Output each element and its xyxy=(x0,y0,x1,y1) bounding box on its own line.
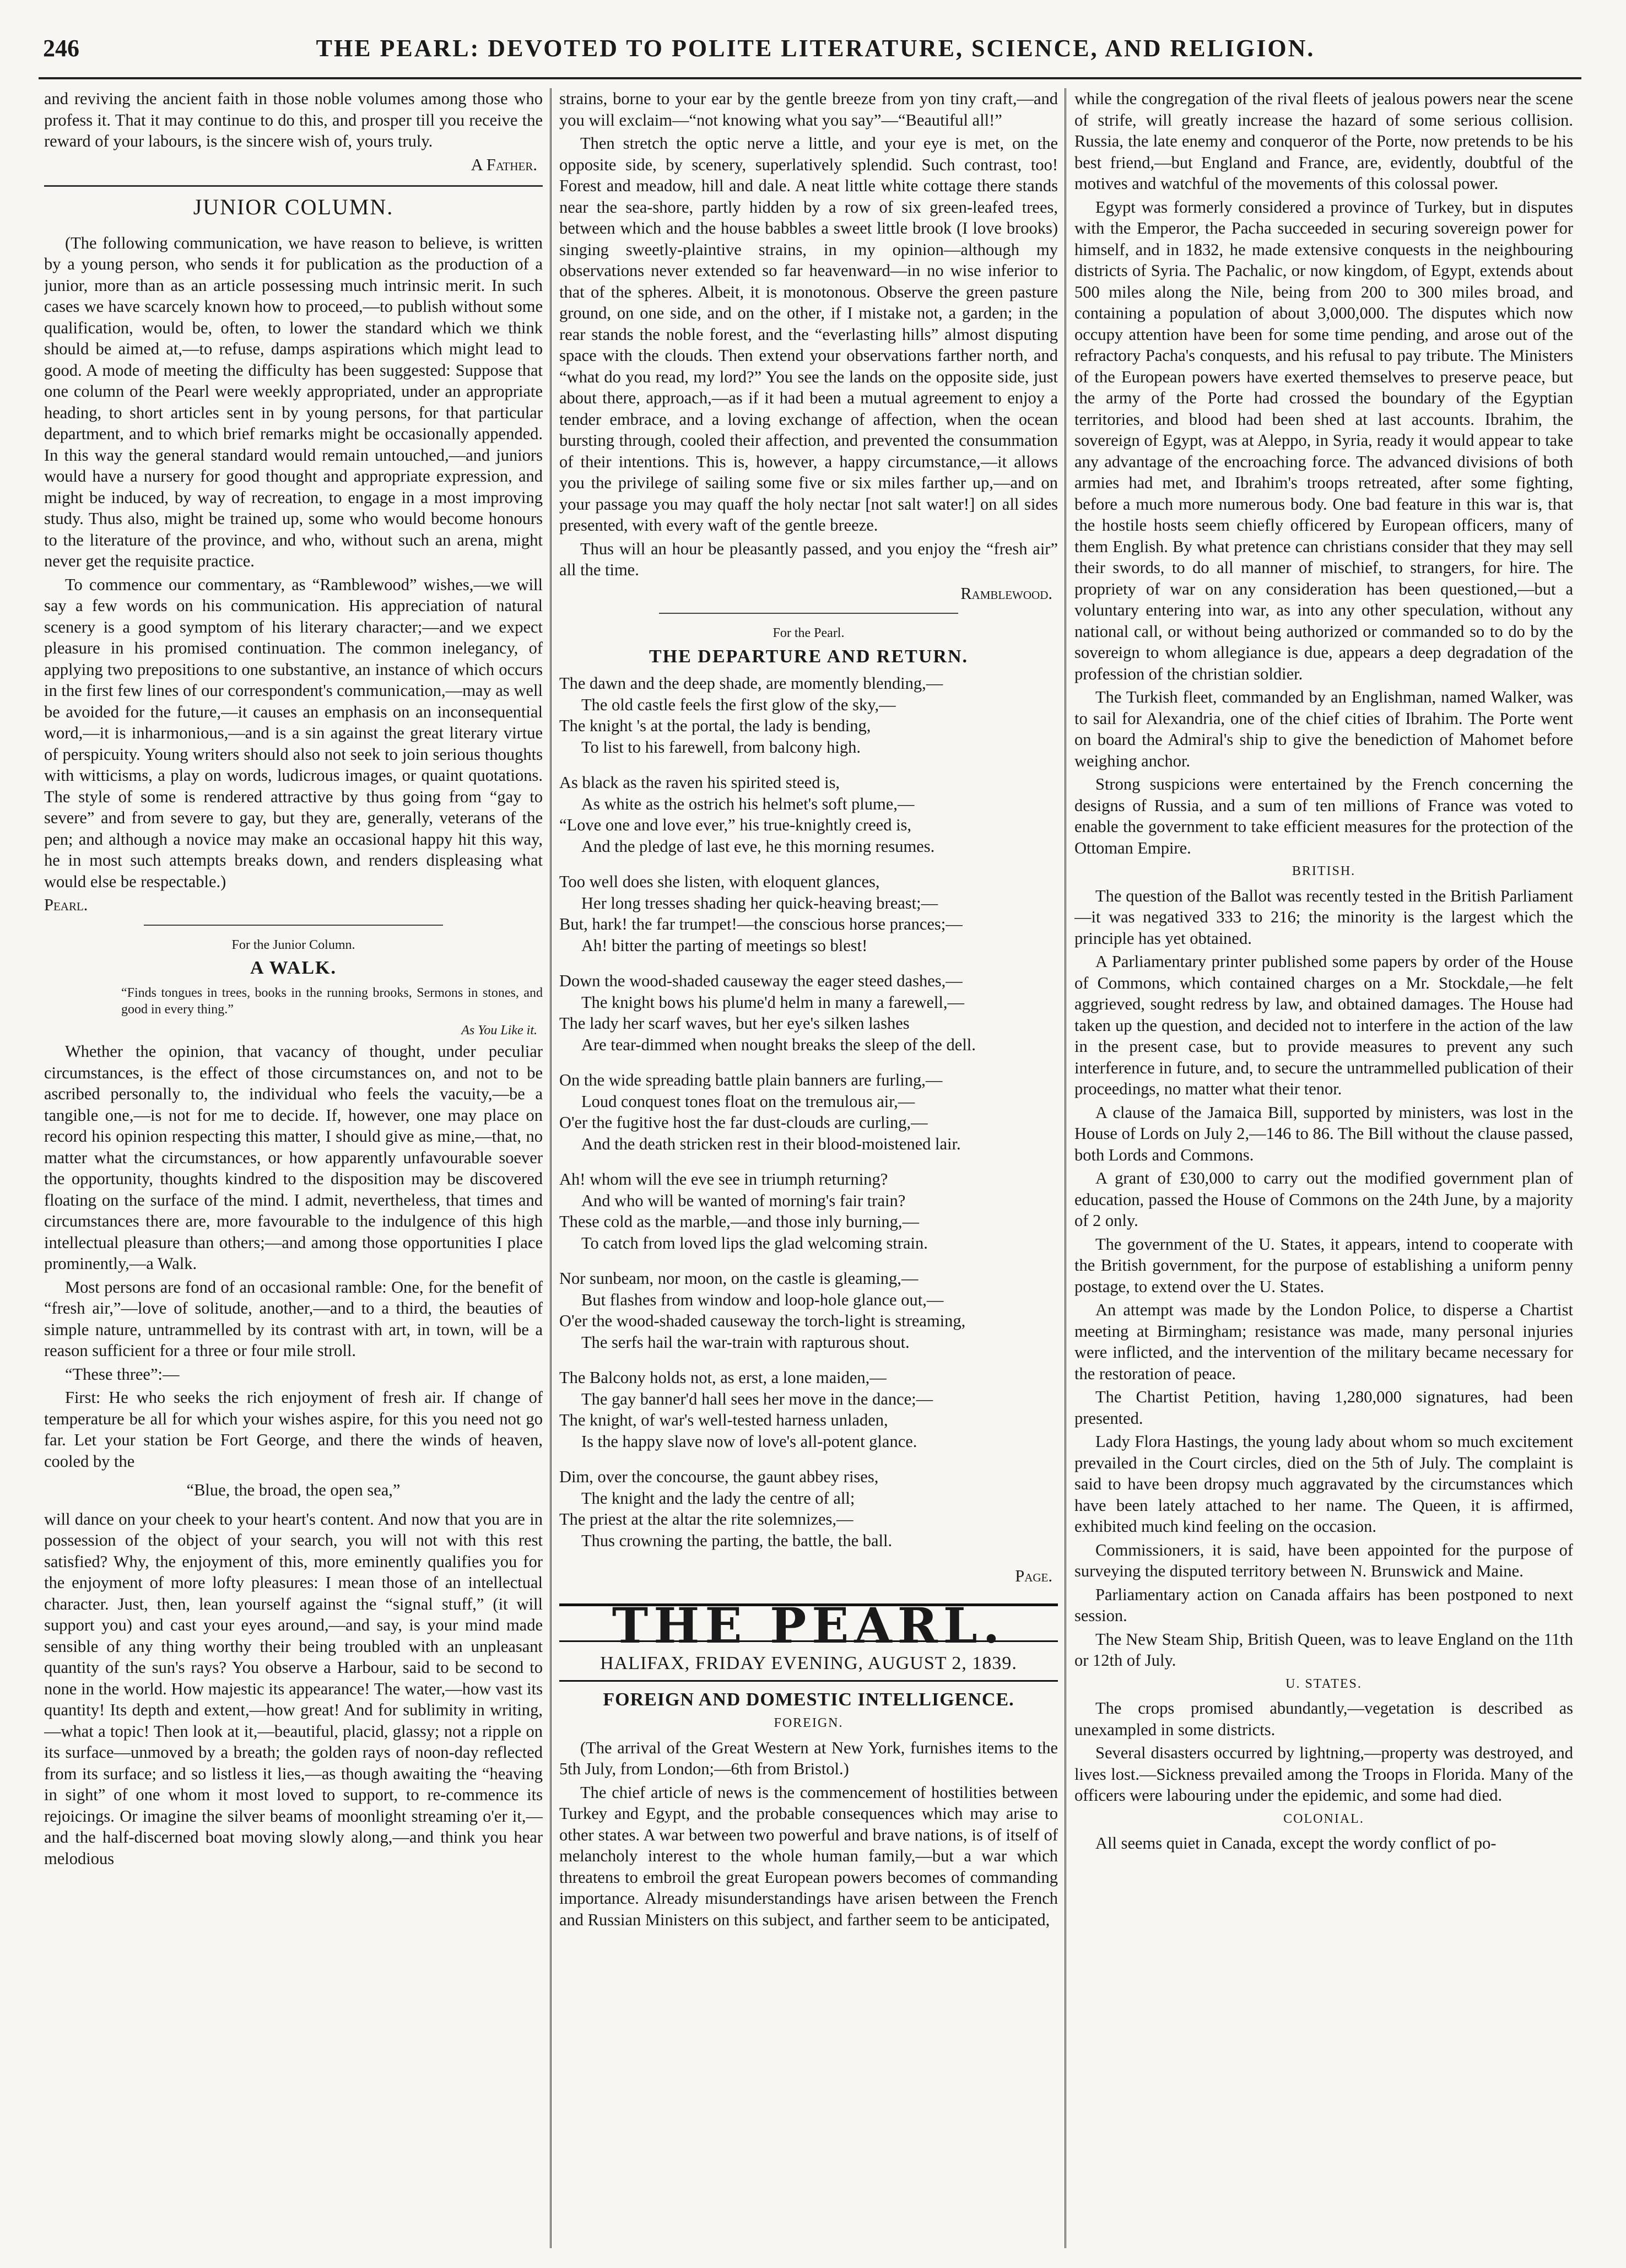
poem-line: Loud conquest tones float on the tremulous air,— xyxy=(581,1092,915,1111)
poem-line: As black as the raven his spirited steed is, xyxy=(559,773,840,792)
editorial-commentary: To commence our commentary, as “Ramblewood” wishes,—we will say a few words on his communication. His appreciation of natural scenery is a good symptom of his literary character;—and we expect pleasure in his promised continuation. The common inelegancy, of applying two prepositions to one substantive, an instance of which occurs in the first few lines of our correspondent's communication,—may as well be avoided for the future,—it causes an emphasis on an inconsequential word,—it is inharmonious,—and is a sin against the great literary virtue of perspicuity. Young writers should also not seek to join serious thoughts with witticisms, a play on words, ludicrous images, or quaint quotations. The style of some is rendered attractive by thus going from “gay to severe” and from severe to gay, but they are, generally, veterans of the pen; and although a novice may make an occasional happy hit this way, he in most such attempts breaks down, and renders displeasing what would else be respectable.) xyxy=(44,575,543,891)
poem-line: Dim, over the concourse, the gaunt abbey rises, xyxy=(559,1467,879,1486)
foreign-subhead: FOREIGN. xyxy=(774,1716,844,1730)
poem-line: The knight and the lady the centre of all; xyxy=(581,1488,855,1508)
poem-line: And the pledge of last eve, he this morning resumes. xyxy=(581,836,935,856)
poem-line: Her long tresses shading her quick-heaving breast;— xyxy=(581,893,938,912)
poem-line: Ah! bitter the parting of meetings so blest! xyxy=(581,936,868,955)
poem-line: The lady her scarf waves, but her eye's silken lashes xyxy=(559,1014,910,1033)
poem-line: These cold as the marble,—and those inly burning,— xyxy=(559,1212,920,1231)
news-paragraph: while the congregation of the rival fleets of jealous powers near the scene of strife, will greatly increase the hazard of some serious collision. Russia, the late enemy and conqueror of the Porte, now pretends to be his best friend,—but England and France, are, evidently, doubtful of the motives and watchful of the movements of this colossal power. xyxy=(1074,89,1573,193)
colonial-subhead: COLONIAL. xyxy=(1283,1811,1364,1826)
poem-stanza xyxy=(559,1070,1058,1154)
poem-line: Ah! whom will the eve see in triumph returning? xyxy=(559,1170,888,1189)
walk-signature: Ramblewood. xyxy=(960,584,1052,603)
news-paragraph: The government of the U. States, it appears, intend to cooperate with the British government, for the purpose of establishing a uniform penny postage, to extend over the U. States. xyxy=(1074,1234,1573,1296)
news-paragraph: The Chartist Petition, having 1,280,000 signatures, had been presented. xyxy=(1074,1387,1573,1428)
column-divider xyxy=(550,88,552,2248)
walk-title: A WALK. xyxy=(250,958,337,978)
editorial-intro: (The following communication, we have reason to believe, is written by a young person, who sends it for publication as the production of a junior, more than as an article possessing much intrinsic merit. In such cases we have scarcely known how to proceed,—to publish without some qualification, would be, often, to lower the standard which we think should be aimed at,—to refuse, damps aspirations which might lead to good. A mode of meeting the difficulty has been suggested: Suppose that one column of the Pearl were weekly appropriated, under an appropriate heading, to short articles sent in by young persons, for that particular department, and to which brief remarks might be occasionally appended. In this way the general standard would remain untouched,—and juniors would have a nursery for good thought and appropriate expression, and might be induced, by way of recreation, to engage in a most improving study. Thus also, might be trained up, some who would become honours to the literature of the province, and who, without such an arena, might never get the requisite practice. xyxy=(44,233,543,570)
poem-stanza xyxy=(559,673,1058,758)
news-paragraph: A clause of the Jamaica Bill, supported by ministers, was lost in the House of Lords on July 2,—146 to 86. The Bill without the clause passed, both Lords and Commons. xyxy=(1074,1103,1573,1164)
poem-line: Are tear-dimmed when nought breaks the sleep of the dell. xyxy=(581,1035,976,1054)
news-paragraph: (The arrival of the Great Western at New York, furnishes items to the 5th July, from London;—6th from Bristol.) xyxy=(559,1738,1058,1778)
running-head: THE PEARL: DEVOTED TO POLITE LITERATURE, SCIENCE, AND RELIGION. xyxy=(316,35,1315,62)
news-paragraph: The New Steam Ship, British Queen, was to leave England on the 11th or 12th of July. xyxy=(1074,1629,1573,1670)
walk-source: For the Junior Column. xyxy=(231,937,355,952)
poem-line: The serfs hail the war-train with rapturous shout. xyxy=(581,1332,910,1352)
walk-epigraph-attribution: As You Like it. xyxy=(461,1023,537,1038)
poem-line: But flashes from window and loop-hole glance out,— xyxy=(581,1290,944,1309)
poem-line: The Balcony holds not, as erst, a lone maiden,— xyxy=(559,1368,887,1387)
poem-line: Down the wood-shaded causeway the eager steed dashes,— xyxy=(559,971,963,990)
section-rule xyxy=(44,185,543,187)
poem-line: The dawn and the deep shade, are momently blending,— xyxy=(559,674,943,693)
poem-stanza xyxy=(559,871,1058,956)
article-rule xyxy=(144,925,443,926)
poem-line: On the wide spreading battle plain banners are furling,— xyxy=(559,1071,943,1089)
column-1 xyxy=(44,88,543,2248)
poem-line: To list to his farewell, from balcony high. xyxy=(581,737,861,757)
news-paragraph: The question of the Ballot was recently tested in the British Parliament—it was negatived 333 to 216; the minority is the largest which the principle has yet obtained. xyxy=(1074,886,1573,948)
poem-title: THE DEPARTURE AND RETURN. xyxy=(649,646,968,667)
walk-paragraph: Whether the opinion, that vacancy of thought, under peculiar circumstances, is the effect of those circumstances on, and not to be ascribed personally to, the individual who feels the vacuity,—be a tangible one,—is not for me to decide. If, however, one may place on record his opinion respecting this matter, I should give as mine,—that, no matter what the circumstances, or how apparently unfavourable soever the opportunity, thoughts kindred to the disposition may be discovered floating on the surface of the mind. I admit, nevertheless, that times and circumstances there are, more favourable to the indulgence of this high intellectual pleasure than others;—and among those opportunities I place prominently,—a Walk. xyxy=(44,1042,543,1273)
news-paragraph: Lady Flora Hastings, the young lady about whom so much excitement prevailed in the Court circles, died on the 5th of July. The complaint is said to have been dropsy much aggravated by the circumstances which have been lately attached to her name. The Queen, it is affirmed, exhibited much kind feeling on the occasion. xyxy=(1074,1432,1573,1536)
poem-line: The knight, of war's well-tested harness unladen, xyxy=(559,1411,888,1429)
news-paragraph: All seems quiet in Canada, except the wordy conflict of po- xyxy=(1095,1834,1497,1853)
news-paragraph: The chief article of news is the commencement of hostilities between Turkey and Egypt, and the probable consequences which may arise to other states. A war between two powerful and brave nations, is of itself of melancholy interest to the whole human family,—but a war which threatens to embroil the great European powers becomes of commanding importance. Already misunderstandings have arisen between the French and Russian Ministers on this subject, and farther seem to be anticipated, xyxy=(559,1783,1058,1929)
poem-stanza xyxy=(559,1367,1058,1452)
poem-line: As white as the ostrich his helmet's soft plume,— xyxy=(581,794,915,813)
news-paragraph: An attempt was made by the London Police, to disperse a Chartist meeting at Birmingham; resistance was made, many personal injuries were inflicted, and the intervention of the military became necessary for the restoration of peace. xyxy=(1074,1300,1573,1383)
walk-continuation: strains, borne to your ear by the gentle breeze from yon tiny craft,—and you will exclaim—“not knowing what you say”—“Beautiful all!” xyxy=(559,89,1058,129)
poem-stanza xyxy=(559,970,1058,1055)
column-3 xyxy=(1074,88,1573,2248)
walk-epigraph: “Finds tongues in trees, books in the running brooks, Sermons in stones, and good in every thing.” xyxy=(121,985,543,1017)
page-number: 246 xyxy=(43,35,79,62)
british-subhead: BRITISH. xyxy=(1292,864,1356,878)
poem-source: For the Pearl. xyxy=(773,626,845,640)
walk-continuation: Thus will an hour be pleasantly passed, and you enjoy the “fresh air” all the time. xyxy=(559,539,1058,579)
masthead-block xyxy=(559,1596,1058,1654)
walk-paragraph: Most persons are fond of an occasional ramble: One, for the benefit of “fresh air,”—love of solitude, another,—and to a third, the beauties of simple nature, untrammelled by its contrast with art, in town, will be a reason sufficient for a three or four mile stroll. xyxy=(44,1277,543,1360)
header-rule xyxy=(39,77,1581,79)
news-paragraph: A grant of £30,000 to carry out the modified government plan of education, passed the House of Commons on the 24th June, by a majority of 2 only. xyxy=(1074,1169,1573,1230)
us-subhead: U. STATES. xyxy=(1285,1676,1362,1691)
news-paragraph: A Parliamentary printer published some papers by order of the House of Commons, which contained charges on a Mr. Stockdale,—he felt aggrieved, sought redress by law, and obtained damages. The House had taken up the question, and decided not to interfere in the action of the law in the present case, but to provide measures to prevent any such interference in future, and, to secure the untrammelled publication of their proceedings, no matter what their tenor. xyxy=(1074,952,1573,1098)
poem-body xyxy=(559,673,1058,1551)
poem-line: Thus crowning the parting, the battle, the ball. xyxy=(581,1531,893,1550)
poem-line: And the death stricken rest in their blood-moistened lair. xyxy=(581,1134,961,1153)
poem-line: Nor sunbeam, nor moon, on the castle is gleaming,— xyxy=(559,1269,919,1288)
poem-line: The knight 's at the portal, the lady is bending, xyxy=(559,716,871,735)
poem-line: And who will be wanted of morning's fair train? xyxy=(581,1191,906,1210)
letter-signature: A Father. xyxy=(471,155,537,174)
poem-line: But, hark! the far trumpet!—the conscious horse prances;— xyxy=(559,915,963,933)
poem-line: Too well does she listen, with eloquent glances, xyxy=(559,872,880,891)
poem-line: Is the happy slave now of love's all-potent glance. xyxy=(581,1432,917,1451)
column-2 xyxy=(559,88,1058,2248)
poem-line: The knight bows his plume'd helm in many a farewell,— xyxy=(581,992,964,1012)
poem-signature: Page. xyxy=(1015,1567,1052,1585)
poem-line: O'er the fugitive host the far dust-clouds are curling,— xyxy=(559,1113,928,1132)
poem-line: The gay banner'd hall sees her move in the dance;— xyxy=(581,1389,933,1408)
poem-line: The old castle feels the first glow of the sky,— xyxy=(581,695,896,714)
article-rule xyxy=(659,613,958,614)
poem-stanza xyxy=(559,772,1058,857)
poem-line: To catch from loved lips the glad welcoming strain. xyxy=(581,1233,928,1252)
news-paragraph: Parliamentary action on Canada affairs has been postponed to next session. xyxy=(1074,1585,1573,1625)
poem-stanza xyxy=(559,1268,1058,1353)
walk-paragraph: First: He who seeks the rich enjoyment of fresh air. If change of temperature be all for which your wishes aspire, for this you need not go far. Let your station be Fort George, and there the winds of heaven, cooled by the xyxy=(44,1388,543,1471)
walk-continuation: Then stretch the optic nerve a little, and your eye is met, on the opposite side, by scenery, superlatively splendid. Such contrast, too! Forest and meadow, hill and dale. A neat little white cottage there stands near the sea-shore, partly hidden by a row of six green-leafed trees, between which and the house babbles a sweet little brook (I love brooks) singing sweetly-plaintive strains, in my opinion—although my observations never extended so far heavenward—in no wise inferior to that of the spheres. Albeit, it is monotonous. Observe the green pasture ground, on one side, and on the other, if I mistake not, a garden; in the rear stands the noble forest, and the “everlasting hills” almost disputing space with the clouds. Then extend your observations farther north, and “what do you read, my lord?” You see the lands on the opposite side, just about there, approach,—as if it had been a mutual agreement to enjoy a tender embrace, and a loving exchange of affection, when the ocean bursting through, cooled their affection, and prevented the consummation of their intentions. This is, however, a happy circumstance,—it allows you the privilege of sailing some five or six miles farther up,—and on your passage you may quaff the holy nectar [not salt water!] on all sides presented, with every waft of the gentle breeze. xyxy=(559,134,1058,534)
letter-ending: and reviving the ancient faith in those noble volumes among those who profess it. That it may continue to do this, and prosper till you receive the reward of your labours, is the sincere wish of, yours truly. xyxy=(44,89,543,150)
junior-column-title: JUNIOR COLUMN. xyxy=(193,195,394,219)
poem-line: O'er the wood-shaded causeway the torch-light is streaming, xyxy=(559,1311,966,1330)
masthead-title: THE PEARL. xyxy=(612,1596,1006,1654)
walk-paragraph: will dance on your cheek to your heart's content. And now that you are in possession of the object of your search, you will not with this rest satisfied? Why, the enjoyment of this, more eminently qualifies you for the enjoyment of more lofty pleasures: I mean those of an intellectual character. Just, then, lean yourself against the “signal stuff,” (it will support you) and cast your eyes around,—and say, is your mind made sensible of any thing worthy their being troubled with an unpleasant quantity of the sun's rays? You observe a Harbour, said to be second to none in the world. How majestic its appearance! The water,—how vast its quantity! Its depth and extent,—how great! And for sublimity in writing,—what a topic! Then look at it,—beautiful, placid, glassy; not a ripple on its surface—unmoved by a breath; the golden rays of noon-day reflected from its surface; and so listless it lies,—as though awaiting the “heaving in sight” of one whom it most loved to support, to re-commence its rejoicings. Or imagine the silver beams of moonlight streaming o'er it,—and the half-discerned boat moving slowly along,—and think you hear melodious xyxy=(44,1509,543,1868)
editorial-signature: Pearl. xyxy=(44,895,88,914)
news-paragraph: Commissioners, it is said, have been appointed for the purpose of surveying the disputed territory between N. Brunswick and Maine. xyxy=(1074,1540,1573,1580)
poem-stanza xyxy=(559,1466,1058,1551)
poem-line: The priest at the altar the rite solemnizes,— xyxy=(559,1510,853,1529)
column-divider xyxy=(1065,88,1066,2248)
page-header xyxy=(39,34,1592,73)
news-paragraph: Strong suspicions were entertained by the French concerning the designs of Russia, and a sum of ten millions of France was voted to enable the government to take efficient measures for the protection of the Ottoman Empire. xyxy=(1074,775,1573,857)
dateline: HALIFAX, FRIDAY EVENING, AUGUST 2, 1839. xyxy=(559,1650,1058,1682)
poem-stanza xyxy=(559,1169,1058,1254)
news-paragraph: The crops promised abundantly,—vegetation is described as unexampled in some districts. xyxy=(1074,1699,1573,1739)
news-paragraph: Several disasters occurred by lightning,—property was destroyed, and lives lost.—Sickness prevailed among the Troops in Florida. Many of the officers were labouring under the epidemic, and some had died. xyxy=(1074,1743,1573,1805)
news-paragraph: The Turkish fleet, commanded by an Englishman, named Walker, was to sail for Alexandria, one of the chief cities of Ibrahim. The Porte went on board the Admiral's ship to give the benediction of Mahomet before weighing anchor. xyxy=(1074,688,1573,770)
walk-quotation: “Blue, the broad, the open sea,” xyxy=(186,1481,401,1499)
news-paragraph: Egypt was formerly considered a province of Turkey, but in disputes with the Emperor, the Pacha succeeded in securing sovereign power for himself, and in 1832, he made extensive conquests in the neighbouring districts of Syria. The Pachalic, or now kingdom, of Egypt, extends about 500 miles along the Nile, being from 200 to 300 miles broad, and containing a population of about 3,000,000. The disputes which now occupy attention have been for some time pending, and arose out of the refractory Pacha's conquests, and his refusal to pay tribute. The Ministers of the European powers have exerted themselves to preserve peace, but the army of the Porte had crossed the boundary of the Egyptian territories, and blood had been shed at last accounts. Ibrahim, the sovereign of Egypt, was at Aleppo, in Syria, ready it would appear to take any advantage of the encroaching force. The advanced divisions of both armies had met, and Ibrahim's troops retreated, after some fighting, before a much more numerous body. One bad feature in this war is, that the hostile hosts seem chiefly officered by European officers, many of them English. By what pretence can christians consider that they may sell their swords, to do all manner of mischief, to strangers, for hire. The propriety of war on any consideration has been questioned,—but a voluntary entering into war, as into any other speculation, without any national call, or without being authorized or commanded so to do by the sovereign to whom allegiance is due, appears a deep degradation of the profession of the christian soldier. xyxy=(1074,197,1573,683)
poem-line: “Love one and love ever,” his true-knightly creed is, xyxy=(559,816,912,834)
walk-paragraph: “These three”:— xyxy=(65,1364,180,1384)
news-section-title: FOREIGN AND DOMESTIC INTELLIGENCE. xyxy=(603,1689,1014,1710)
